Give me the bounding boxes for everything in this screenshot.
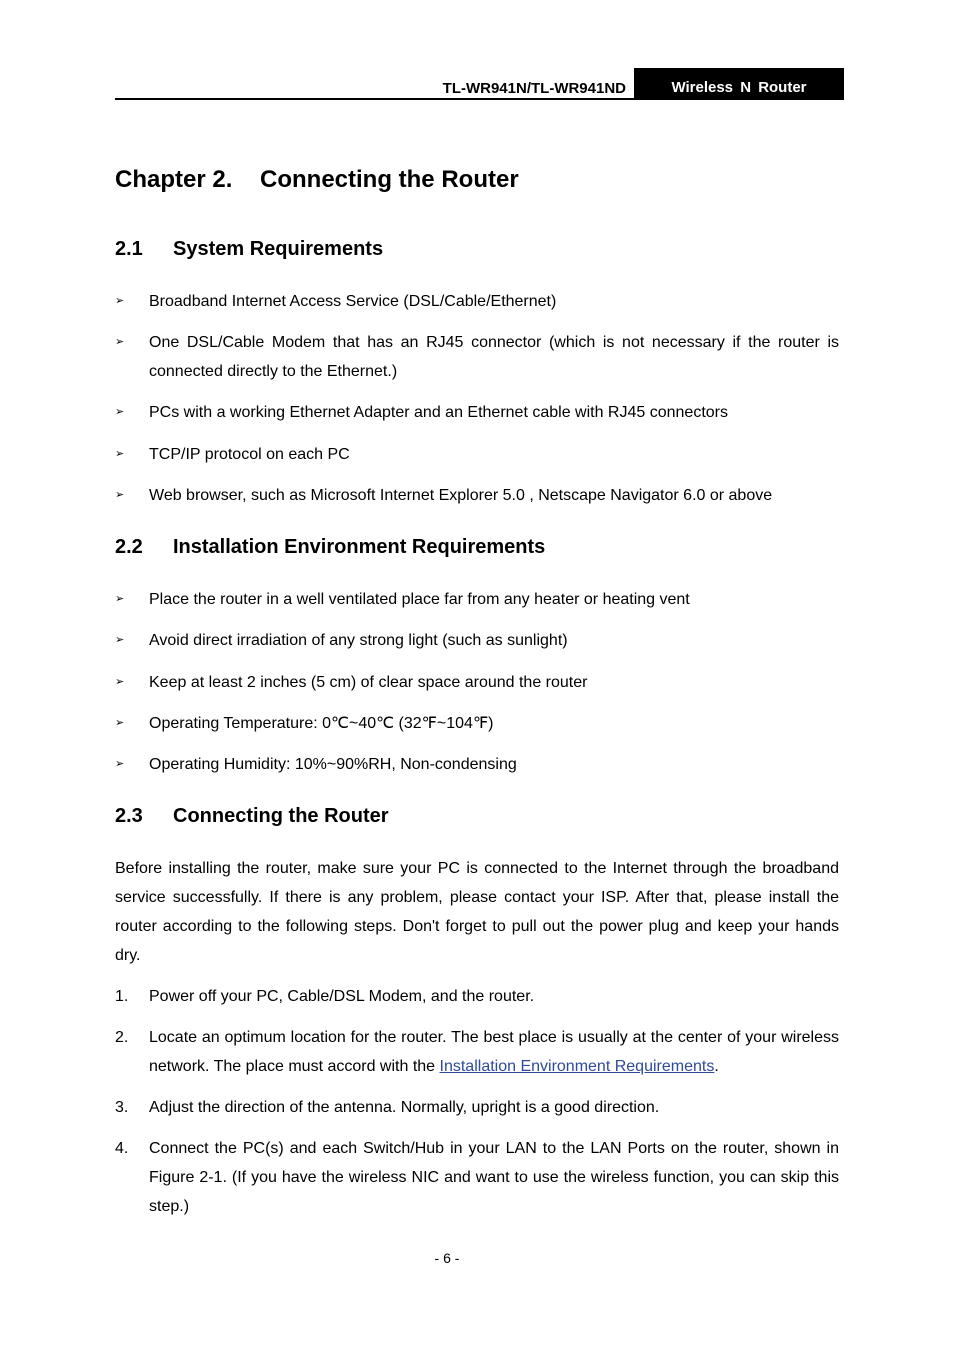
section-number: 2.2	[115, 536, 143, 558]
header-rule	[115, 98, 844, 100]
section-number: 2.3	[115, 805, 143, 827]
intro-paragraph: Before installing the router, make sure your PC is connected to the Internet through the broadband service successfully. If there is any problem, please contact your ISP. After that, please install the router according to the following steps. Don't forget to pull out the power plug and keep your hands dry.	[115, 860, 839, 964]
step-number: 3.	[115, 1099, 129, 1116]
page-header	[115, 68, 844, 100]
bullet-arrow-icon: ➢	[115, 676, 125, 688]
section-title: Installation Environment Requirements	[173, 536, 546, 558]
list-item: ➢ Place the router in a well ventilated place far from any heater or heating vent	[115, 585, 839, 614]
list-item: ➢ Operating Humidity: 10%~90%RH, Non-condensing	[115, 750, 839, 779]
bullet-arrow-icon: ➢	[115, 406, 125, 418]
bullet-arrow-icon: ➢	[115, 634, 125, 646]
step-item: 1. Power off your PC, Cable/DSL Modem, and the router.	[115, 982, 839, 1011]
section-number: 2.1	[115, 238, 143, 260]
list-item: ➢ Web browser, such as Microsoft Internet Explorer 5.0 , Netscape Navigator 6.0 or above	[115, 481, 839, 510]
step-item: 4. Connect the PC(s) and each Switch/Hub in your LAN to the LAN Ports on the router, shown in Figure 2-1. (If you have the wireless NIC and want to use the wireless function, you can skip this step.)	[115, 1134, 839, 1221]
installation-environment-link[interactable]: Installation Environment Requirements	[439, 1058, 715, 1075]
step-item: 3. Adjust the direction of the antenna. Normally, upright is a good direction.	[115, 1093, 839, 1122]
bullet-arrow-icon: ➢	[115, 448, 125, 460]
step-item: 2. Locate an optimum location for the router. The best place is usually at the center of your wireless network. The place must accord with the Installation Environment Requirements.	[115, 1023, 839, 1081]
section-title: Connecting the Router	[173, 805, 389, 827]
bullet-arrow-icon: ➢	[115, 295, 125, 307]
list-item: ➢ Operating Temperature: 0℃~40℃ (32℉~104℉)	[115, 709, 839, 738]
bullet-arrow-icon: ➢	[115, 758, 125, 770]
list-item: ➢ Avoid direct irradiation of any strong light (such as sunlight)	[115, 626, 839, 655]
section-heading-2-2	[115, 536, 545, 559]
list-item: ➢ TCP/IP protocol on each PC	[115, 440, 839, 469]
header-product-label: Wireless N Router	[634, 68, 844, 100]
bullet-arrow-icon: ➢	[115, 489, 125, 501]
list-item: ➢ One DSL/Cable Modem that has an RJ45 connector (which is not necessary if the router is connected directly to the Ethernet.)	[115, 328, 839, 386]
list-item: ➢ PCs with a working Ethernet Adapter and an Ethernet cable with RJ45 connectors	[115, 398, 839, 427]
page-number: - 6 -	[434, 1250, 460, 1266]
step-number: 4.	[115, 1140, 129, 1157]
chapter-title-text: Connecting the Router	[260, 166, 519, 193]
list-item: ➢ Broadband Internet Access Service (DSL/Cable/Ethernet)	[115, 287, 839, 316]
chapter-title	[115, 166, 519, 194]
bullet-arrow-icon: ➢	[115, 593, 125, 605]
step-number: 1.	[115, 988, 129, 1005]
bullet-arrow-icon: ➢	[115, 717, 125, 729]
list-item: ➢ Keep at least 2 inches (5 cm) of clear space around the router	[115, 668, 839, 697]
bullet-arrow-icon: ➢	[115, 336, 125, 348]
chapter-number: Chapter 2.	[115, 166, 233, 193]
section-heading-2-3	[115, 805, 389, 828]
section-heading-2-1	[115, 238, 383, 261]
header-model: TL-WR941N/TL-WR941ND	[442, 80, 626, 97]
section-title: System Requirements	[173, 238, 384, 260]
step-number: 2.	[115, 1029, 129, 1046]
